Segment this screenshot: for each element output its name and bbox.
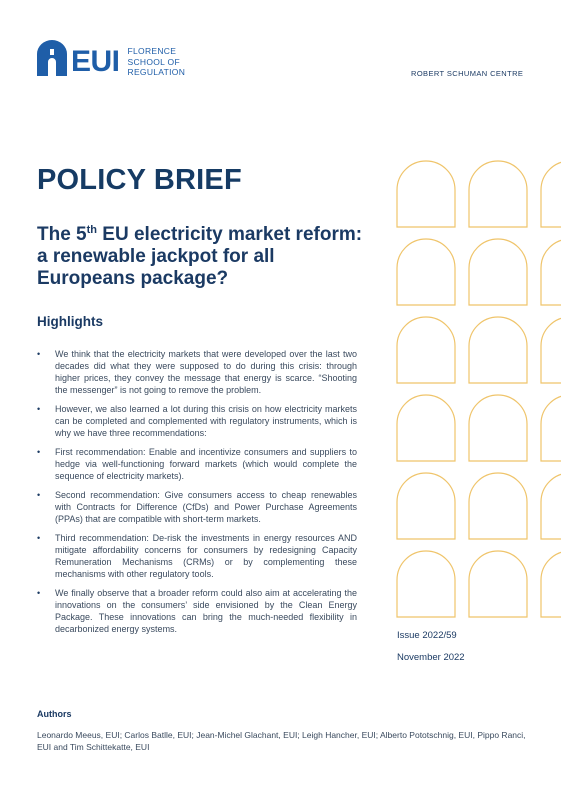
arch-outline-icon: [396, 394, 456, 462]
eui-arch-logo-icon: [37, 40, 67, 76]
arch-outline-icon: [396, 472, 456, 540]
title-part-2: EU electricity market reform: a renewable jackpot for all Europeans package?: [37, 224, 363, 289]
logo-sub-line: SCHOOL OF: [127, 56, 180, 67]
highlight-text: First recommendation: Enable and incentivize consumers and suppliers to hedge via well-functioning forward markets (which would complete the sequence of electricity markets).: [55, 447, 357, 481]
list-item: [37, 348, 357, 396]
arch-outline-icon: [468, 550, 528, 618]
authors-heading: Authors: [37, 709, 72, 719]
arch-outline-icon: [396, 316, 456, 384]
arch-outline-icon: [396, 238, 456, 306]
list-item: [37, 403, 357, 439]
centre-name: ROBERT SCHUMAN CENTRE: [411, 69, 524, 78]
brief-label: POLICY BRIEF: [37, 164, 242, 196]
arch-outline-icon: [540, 316, 561, 384]
document-title: [37, 224, 367, 290]
logo-subtitle: [128, 46, 186, 78]
bullet-icon: •: [37, 447, 41, 457]
highlight-text: Second recommendation: Give consumers access to cheap renewables with Contracts for Difference (CfDs) and Power Purchase Agreements (PPAs) that are compatible with short-term markets.: [55, 490, 357, 524]
title-part-1: The 5: [37, 224, 87, 245]
list-item: [37, 587, 357, 635]
arch-outline-icon: [468, 394, 528, 462]
highlight-text: We think that the electricity markets that were developed over the last two decades did what they were supposed to do during this crisis: through higher prices, they convey the message that energy is scarce. “Shooting the messenger” is not going to remove the problem.: [55, 349, 357, 395]
highlights-list: [37, 348, 357, 642]
eui-logo: [37, 40, 185, 78]
list-item: [37, 446, 357, 482]
arch-outline-icon: [540, 238, 561, 306]
list-item: [37, 489, 357, 525]
arch-outline-icon: [540, 160, 561, 228]
arch-outline-icon: [468, 160, 528, 228]
arch-outline-icon: [468, 316, 528, 384]
arch-outline-icon: [468, 238, 528, 306]
highlights-heading: Highlights: [37, 314, 103, 329]
title-superscript: th: [86, 224, 98, 236]
bullet-icon: •: [37, 490, 41, 500]
arch-outline-icon: [396, 160, 456, 228]
arch-outline-icon: [540, 394, 561, 462]
arch-outline-icon: [540, 550, 561, 618]
logo-sub-line: FLORENCE: [127, 46, 177, 56]
arch-outline-icon: [468, 472, 528, 540]
bullet-icon: •: [37, 349, 41, 359]
bullet-icon: •: [37, 588, 41, 598]
logo-wordmark: EUI: [71, 45, 120, 78]
list-item: [37, 532, 357, 580]
bullet-icon: •: [37, 404, 41, 414]
arch-outline-icon: [540, 472, 561, 540]
arch-outline-icon: [396, 550, 456, 618]
issue-date: November 2022: [397, 652, 465, 663]
issue-number: Issue 2022/59: [397, 630, 457, 641]
authors-list: Leonardo Meeus, EUI; Carlos Batlle, EUI; Jean-Michel Glachant, EUI; Leigh Hancher, EUI; Alberto Pototschnig, EUI, Pippo Ranci, EUI and Tim Schittekatte, EUI: [37, 730, 526, 752]
highlight-text: We finally observe that a broader reform could also aim at accelerating the innovations on the consumers’ side envisioned by the Clean Energy Package. These innovations can bring the much-needed flexibility in decarbonized energy systems.: [55, 588, 357, 634]
logo-sub-line: REGULATION: [127, 67, 186, 77]
highlight-text: Third recommendation: De-risk the investments in energy resources AND mitigate affordability concerns for consumers by redesigning Capacity Remuneration Mechanisms (CRMs) or by complementing these mechanisms with other regulatory tools.: [55, 533, 357, 579]
bullet-icon: •: [37, 533, 41, 543]
highlight-text: However, we also learned a lot during this crisis on how electricity markets can be completed and complemented with regulatory instruments, which is why we have three recommendations:: [55, 404, 357, 438]
